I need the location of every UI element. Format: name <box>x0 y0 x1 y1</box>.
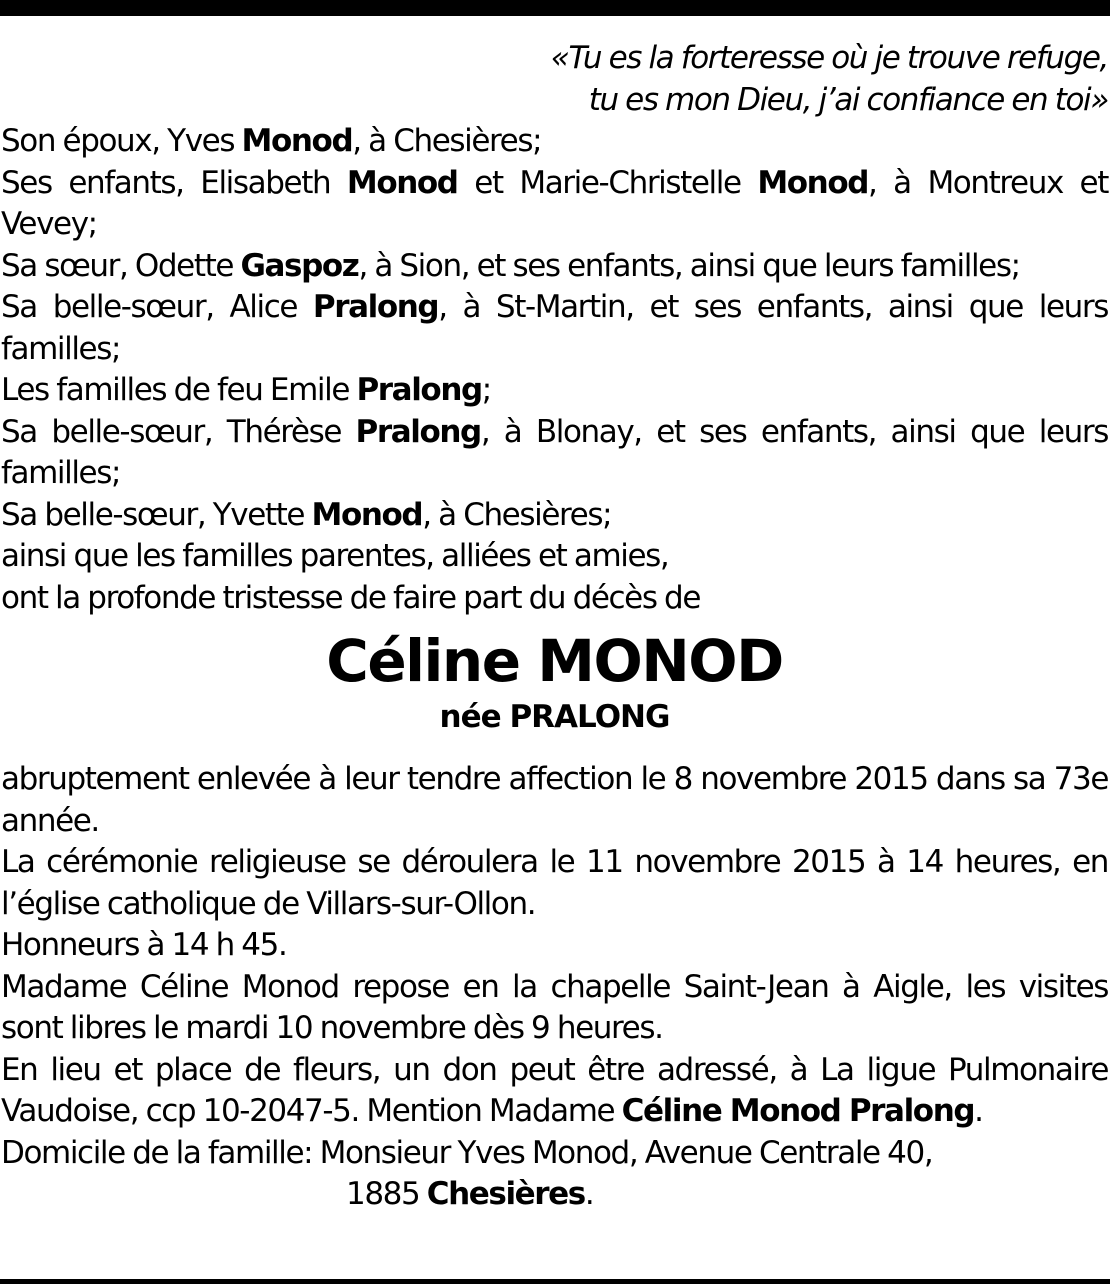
verse-line-2: tu es mon Dieu, j’ai confiance en toi» <box>588 81 1108 118</box>
family-line-children <box>1 163 1108 246</box>
surname: Pralong <box>312 289 439 325</box>
family-line-spouse <box>1 121 1108 163</box>
surname: Monod <box>241 123 353 159</box>
text: . <box>974 1093 983 1129</box>
detail-honours: Honneurs à 14 h 45. <box>1 927 287 963</box>
text: Son époux, Yves <box>1 123 242 159</box>
text: Sa sœur, Odette <box>1 247 241 284</box>
service-details <box>1 759 1108 1216</box>
text: Sa belle-sœur, Thérèse <box>1 413 356 450</box>
name: Céline Monod Pralong <box>621 1093 975 1129</box>
text: Ses enfants, Elisabeth <box>1 164 347 201</box>
family-list <box>1 121 1108 619</box>
text: et Marie-Christelle <box>457 164 758 201</box>
detail-ceremony: La cérémonie religieuse se déroulera le 11 novembre 2015 à 14 heures, en l’église catholique de Villars-sur-Ollon. <box>1 844 1108 922</box>
family-line-sister-in-law-therese <box>1 412 1108 495</box>
family-line-announcement: ont la profonde tristesse de faire part du décès de <box>1 579 700 616</box>
text: , à Blonay, et ses enfants, ainsi que leurs familles; <box>1 413 1108 491</box>
text: , à Montreux et Vevey; <box>1 164 1108 242</box>
surname: Monod <box>311 496 423 533</box>
detail-donation <box>1 1050 1108 1133</box>
verse-line-1: «Tu es la forteresse où je trouve refuge, <box>550 40 1108 76</box>
text: En lieu et place de fleurs, un don peut être adressé, à La ligue Pulmonaire Vaudoise, ccp 10-2047-5. Mention Madame <box>1 1051 1108 1129</box>
bottom-rule <box>0 1279 1110 1284</box>
text: ; <box>481 372 491 408</box>
text: 1885 <box>346 1176 427 1212</box>
surname: Monod <box>346 164 458 201</box>
maiden-name: née PRALONG <box>439 699 670 735</box>
text: , à Sion, et ses enfants, ainsi que leurs familles; <box>358 247 1020 284</box>
deceased-name: Céline MONOD <box>326 627 783 695</box>
detail-address: Domicile de la famille: Monsieur Yves Monod, Avenue Centrale 40, <box>1 1134 933 1171</box>
family-line-sister-in-law-alice <box>1 287 1108 370</box>
text: , à Chesières; <box>352 123 542 159</box>
text: . <box>584 1176 594 1212</box>
locality: Chesières <box>426 1176 585 1212</box>
obituary-notice <box>1 38 1108 1216</box>
family-line-sister-in-law-yvette <box>1 495 1108 537</box>
surname: Gaspoz <box>240 247 359 284</box>
text: Sa belle-sœur, Yvette <box>1 496 312 533</box>
text: Sa belle-sœur, Alice <box>1 289 313 325</box>
family-line-emile <box>1 370 1108 412</box>
detail-passing: abruptement enlevée à leur tendre affection le 8 novembre 2015 dans sa 73e année. <box>1 761 1108 839</box>
text: , à St-Martin, et ses enfants, ainsi que leurs familles; <box>1 289 1108 367</box>
surname: Pralong <box>356 372 482 408</box>
surname: Monod <box>757 164 869 201</box>
detail-visitation: Madame Céline Monod repose en la chapelle Saint-Jean à Aigle, les visites sont libres le mardi 10 novembre dès 9 heures. <box>1 968 1108 1046</box>
family-line-relatives: ainsi que les familles parentes, alliées et amies, <box>1 538 669 574</box>
family-line-sister <box>1 246 1108 288</box>
detail-address-locality <box>1 1174 1108 1216</box>
text: Les familles de feu Emile <box>1 372 357 408</box>
top-rule <box>0 0 1110 16</box>
surname: Pralong <box>355 413 481 450</box>
text: , à Chesières; <box>422 496 612 533</box>
bible-verse <box>1 38 1108 121</box>
